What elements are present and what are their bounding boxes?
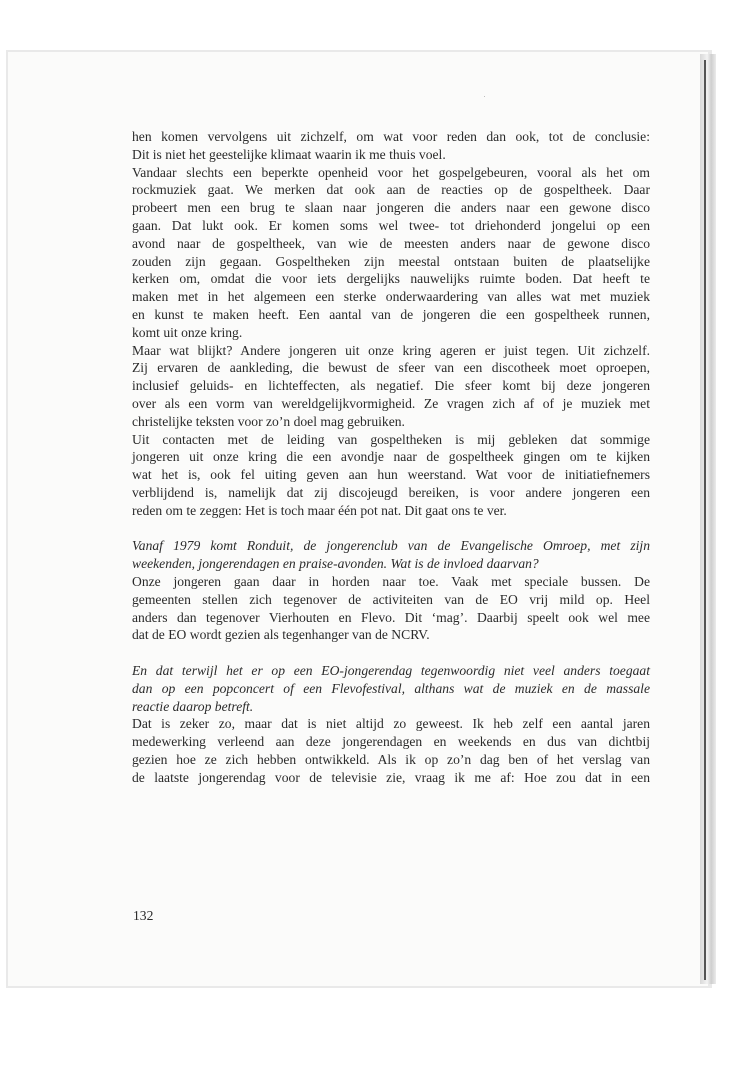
question-line: weekenden, jongerendagen en praise-avonden. Wat is de invloed daarvan? xyxy=(132,556,539,572)
question-line: dan op een popconcert of een Flevofestival, althans wat de muziek en de massale xyxy=(132,680,650,696)
text-line: jongeren uit onze kring die een avondje naar de gospeltheek gingen om te kijken xyxy=(132,449,650,465)
text-line: komt uit onze kring. xyxy=(132,324,243,340)
text-line: verblijdend is, namelijk dat zij discojeugd bereiken, is voor andere jongeren een xyxy=(132,484,650,500)
text-line: Dat is zeker zo, maar dat is niet altijd zo geweest. Ik heb zelf een aantal jaren xyxy=(132,716,650,732)
text-line: kerken om, omdat die voor iets dergelijks nauwelijks ruimte boden. Dat heeft te xyxy=(132,271,650,287)
text-line: wat het is, ook fel uiting geven aan hun weerstand. Wat voor de initiatiefnemers xyxy=(132,467,650,483)
text-line: medewerking verleend aan deze jongerendagen en weekends en dus van dichtbij xyxy=(132,734,650,750)
question-line: reactie daarop betreft. xyxy=(132,698,254,714)
binding-shadow-line xyxy=(704,60,706,980)
question-line: Vanaf 1979 komt Ronduit, de jongerenclub van de Evangelische Omroep, met zijn xyxy=(132,538,650,554)
text-line: maken met in het algemeen een sterke onderwaardering van alles wat met muziek xyxy=(132,289,650,305)
text-line: inclusief geluids- en lichteffecten, als negatief. Die sfeer komt bij deze jongeren xyxy=(132,378,650,394)
text-line: reden om te zeggen: Het is toch maar één pot nat. Dit gaat ons te ver. xyxy=(132,502,507,518)
text-line: rockmuziek gaat. We merken dat ook aan de reacties op de gospeltheek. Daar xyxy=(132,182,650,198)
body-text xyxy=(132,128,650,786)
text-line: de laatste jongerendag voor de televisie zie, vraag ik me af: Hoe zou dat in een xyxy=(132,769,650,785)
text-line: probeert men een brug te slaan naar jongeren die anders naar een gewone disco xyxy=(132,200,650,216)
text-line: christelijke teksten voor zo’n doel mag gebruiken. xyxy=(132,413,405,429)
text-line: gemeenten stellen zich tegenover de activiteiten van de EO vrij mild op. Heel xyxy=(132,591,650,607)
text-line: zouden zijn gegaan. Gospeltheken zijn meestal ontstaan buiten de plaatselijke xyxy=(132,253,650,269)
text-line: over als een vorm van wereldgelijkvormigheid. Ze vragen zich af of je muziek met xyxy=(132,395,650,411)
text-line: Zij ervaren de aankleding, die bewust de sfeer van een discotheek moet oproepen, xyxy=(132,360,650,376)
text-line: Uit contacten met de leiding van gospeltheken is mij gebleken dat sommige xyxy=(132,431,650,447)
page-number: 132 xyxy=(133,908,154,923)
text-line: Maar wat blijkt? Andere jongeren uit onze kring ageren er juist tegen. Uit zichzelf. xyxy=(132,342,650,358)
paragraph-gap xyxy=(132,644,650,662)
text-line: Dit is niet het geestelijke klimaat waarin ik me thuis voel. xyxy=(132,146,446,162)
text-line: gezien hoe ze zich hebben ontwikkeld. Als ik op zo’n dag ben of het verslag van xyxy=(132,751,650,767)
paper-speck xyxy=(484,96,485,97)
question-line: En dat terwijl het er op een EO-jongerendag tegenwoordig niet veel anders toegaat xyxy=(132,662,650,678)
text-line: anders dan tegenover Vierhouten en Flevo. Dit ‘mag’. Daarbij speelt ook wel mee xyxy=(132,609,650,625)
text-line: dat de EO wordt gezien als tegenhanger van de NCRV. xyxy=(132,627,430,643)
text-line: Vandaar slechts een beperkte openheid voor het gospelgebeuren, vooral als het om xyxy=(132,164,650,180)
text-line: Onze jongeren gaan daar in horden naar toe. Vaak met speciale bussen. De xyxy=(132,573,650,589)
book-binding-edge xyxy=(700,54,716,984)
text-line: en kunst te maken heeft. Een aantal van de jongeren die een gospeltheek runnen, xyxy=(132,306,650,322)
paragraph-gap xyxy=(132,520,650,538)
text-line: hen komen vervolgens uit zichzelf, om wat voor reden dan ook, tot de conclusie: xyxy=(132,129,650,144)
text-line: avond naar de gospeltheek, van wie de meesten anders naar de gewone disco xyxy=(132,235,650,251)
text-line: gaan. Dat lukt ook. Er komen soms wel twee- tot driehonderd jongelui op een xyxy=(132,217,650,233)
